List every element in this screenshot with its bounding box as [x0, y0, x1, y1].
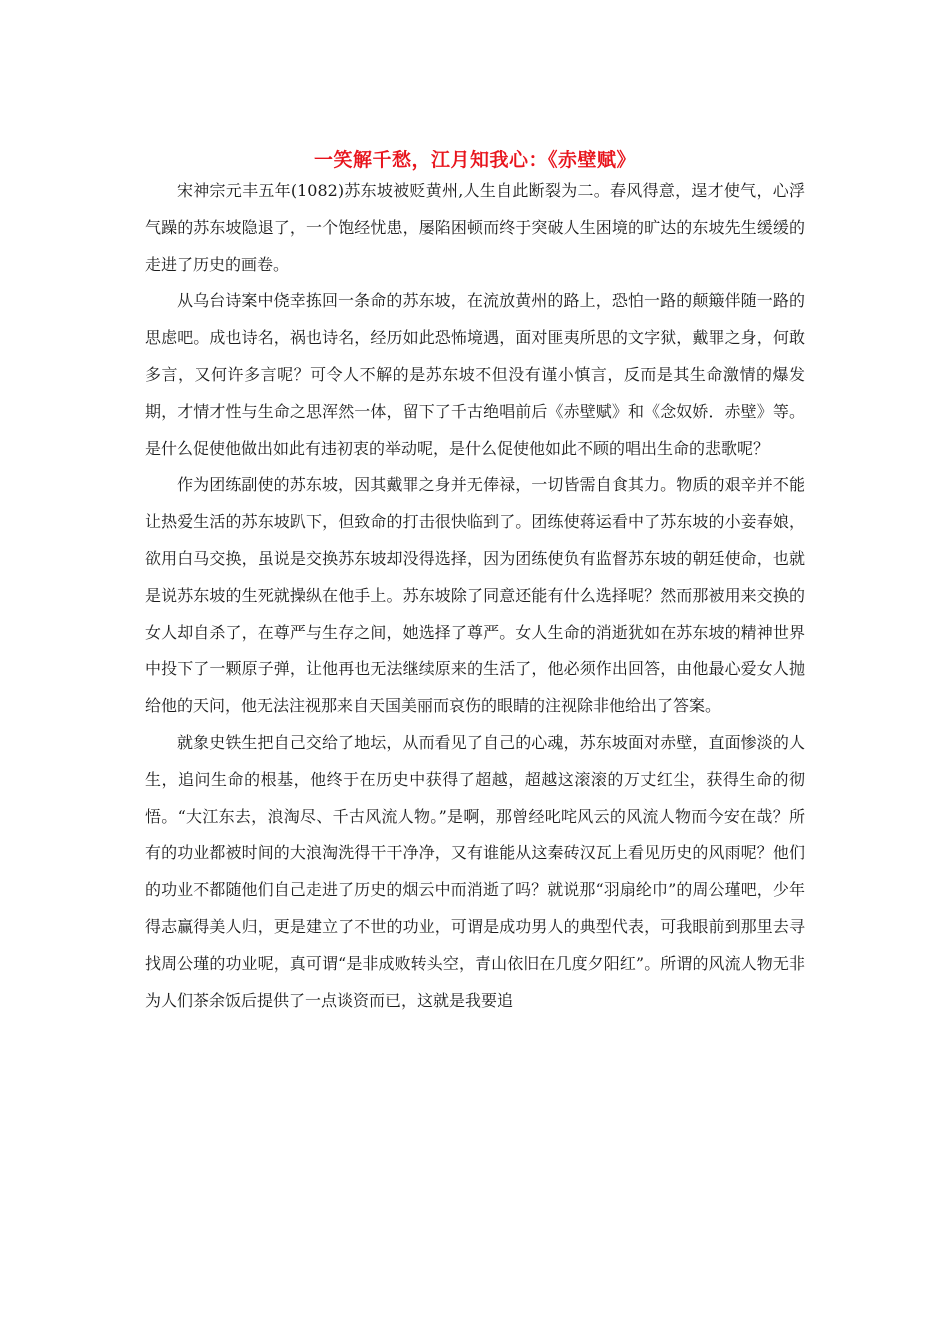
- paragraph-2: 从乌台诗案中侥幸拣回一条命的苏东坡，在流放黄州的路上，恐怕一路的颠簸伴随一路的思虑吧。成也诗名，祸也诗名，经历如此恐怖境遇，面对匪夷所思的文字狱，戴罪之身，何敢多言，又何许多言呢？可令人不解的是苏东坡不但没有谨小慎言，反而是其生命激情的爆发期，才情才性与生命之思浑然一体，留下了千古绝唱前后《赤壁赋》和《念奴娇．赤壁》等。是什么促使他做出如此有违初衷的举动呢，是什么促使他如此不顾的唱出生命的悲歌呢？: [145, 291, 805, 458]
- article-body: [145, 173, 805, 1019]
- paragraph-4: 就象史铁生把自己交给了地坛，从而看见了自己的心魂，苏东坡面对赤壁，直面惨淡的人生，追问生命的根基，他终于在历史中获得了超越，超越这滚滚的万丈红尘，获得生命的彻悟。“大江东去，浪淘尽、千古风流人物。”是啊，那曾经叱咤风云的风流人物而今安在哉？所有的功业都被时间的大浪淘洗得干干净净，又有谁能从这秦砖汉瓦上看见历史的风雨呢？他们的功业不都随他们自己走进了历史的烟云中而消逝了吗？就说那“羽扇纶巾”的周公瑾吧，少年得志赢得美人归，更是建立了不世的功业，可谓是成功男人的典型代表，可我眼前到那里去寻找周公瑾的功业呢，真可谓“是非成败转头空，青山依旧在几度夕阳红”。所谓的风流人物无非为人们茶余饭后提供了一点谈资而已，这就是我要追: [145, 732, 805, 1010]
- page-title: 一笑解千愁，江月知我心：《赤壁赋》: [313, 149, 636, 171]
- paragraph-3: 作为团练副使的苏东坡，因其戴罪之身并无俸禄，一切皆需自食其力。物质的艰辛并不能让热爱生活的苏东坡趴下，但致命的打击很快临到了。团练使蒋运看中了苏东坡的小妾春娘，欲用白马交换，虽说是交换苏东坡却没得选择，因为团练使负有监督苏东坡的朝廷使命，也就是说苏东坡的生死就操纵在他手上。苏东坡除了同意还能有什么选择呢？然而那被用来交换的女人却自杀了，在尊严与生存之间，她选择了尊严。女人生命的消逝犹如在苏东坡的精神世界中投下了一颗原子弹，让他再也无法继续原来的生活了，他必须作出回答，由他最心爱女人抛给他的天问，他无法注视那来自天国美丽而哀伤的眼睛的注视除非他给出了答案。: [145, 475, 805, 716]
- paragraph-1: 宋神宗元丰五年(1082)苏东坡被贬黄州,人生自此断裂为二。春风得意，逞才使气，心浮气躁的苏东坡隐退了，一个饱经忧患，屡陷困顿而终于突破人生困境的旷达的东坡先生缓缓的走进了历史的画卷。: [145, 181, 805, 274]
